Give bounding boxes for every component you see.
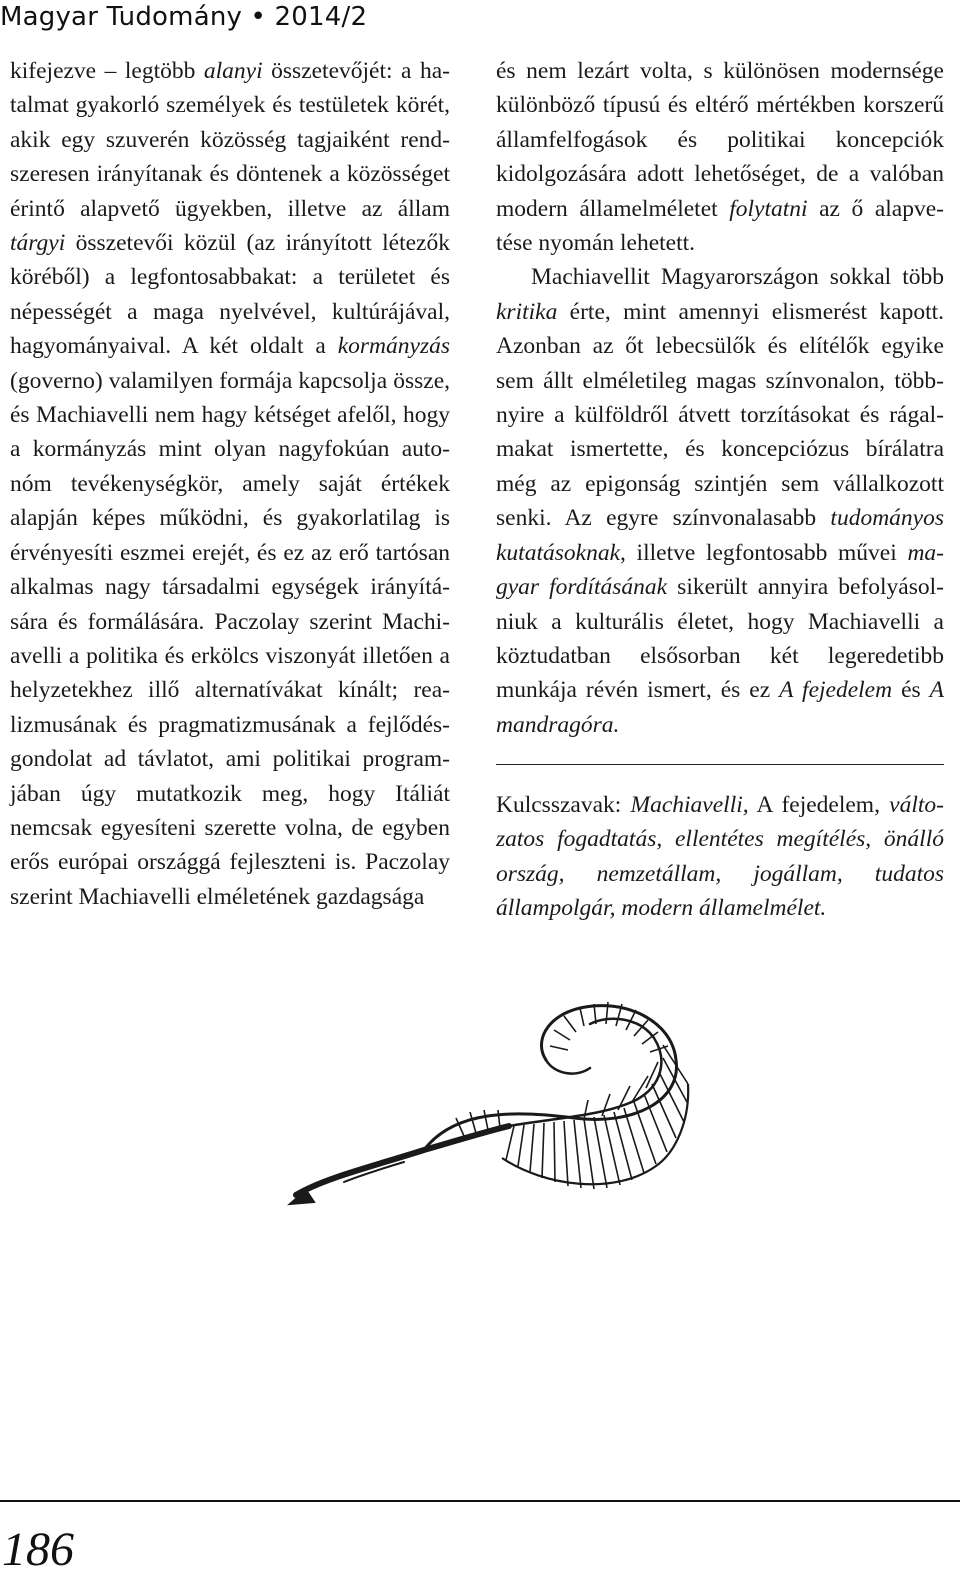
footer-divider	[0, 1500, 960, 1502]
text-run: Machiavellit Magyarországon sokkal több	[531, 264, 944, 291]
text-run: és	[892, 677, 930, 704]
keywords-block	[496, 788, 944, 926]
feather-quill-icon	[284, 990, 694, 1230]
text-run: kifejezve – legtöbb	[10, 58, 204, 84]
right-column	[496, 54, 944, 742]
left-column	[10, 54, 450, 914]
right-paragraph-1	[496, 54, 944, 260]
keyword-roman: A fejedelem	[748, 792, 875, 818]
italic-term: folytatni	[729, 195, 808, 222]
text-run: érte, mint amennyi elismerést kapott. Azonban az őt lebecsülők és elítélők egyike sem állt elméletileg magas színvonalon, többnyire a külföldről átvett torzításokat és rágalmakat ismertette, és koncepciózus bírálatra még az epigonság szintjén sem vállalkozott senki. Az egyre színvonalasabb	[496, 298, 944, 532]
keywords-divider	[496, 764, 944, 765]
right-paragraph-2	[496, 260, 944, 742]
italic-term: tárgyi	[10, 230, 66, 257]
text-run: és nem lezárt volta, s különösen modernsége különböző típusú és eltérő mértékben korszerű államfelfogások és politikai koncepciók kidolgozására adott lehetőséget, de a valóban modern államelméletet	[496, 58, 944, 222]
keywords-label: Kulcsszavak:	[496, 792, 631, 818]
text-run: összetevőjét: a hatalmat gyakorló személyek és testületek körét, akik egy szuverén közösség tagjaiként rendszeresen irányítanak és döntenek a közösséget érintő alapvető ügyekben, illetve az állam	[10, 58, 450, 222]
left-paragraph	[10, 54, 450, 914]
text-run: (governo) valamilyen formája kapcsolja össze, és Machiavelli nem hagy kétséget afelől, hogy a kormányzás mint olyan nagyfokúan autonóm tevékenységkör, amely saját értékek alapján képes működni, és gyakorlatilag is érvényesíti eszmei erejét, és ez az erő tartósan alkalmas nagy társadalmi egységek irányítására és formálására. Paczolay szerint Machiavelli a politika és erkölcs viszonyát illetően a helyzetekhez illő alternatívákat kínált; realizmusának és pragmatizmusának a fejlődésgondolat ad távlatot, ami politikai programjában úgy mutatkozik meg, hogy Itáliát nemcsak egyesíteni szerette volna, de egyben erős európai országgá fejleszteni is. Paczolay szerint Machiavelli elméletének gazdagsága	[10, 367, 450, 910]
text-run: összetevői közül (az irányított létezők köréből) a legfontosabbakat: a területet és népességét a maga nyelvével, kultúrájával, hagyományaival. A két oldalt a	[10, 230, 450, 360]
italic-term: tudományos kutatásoknak	[496, 505, 944, 566]
page-number: 186	[2, 1523, 74, 1576]
text-run: , illetve legfontosabb művei	[620, 539, 908, 566]
italic-term: kritika	[496, 298, 558, 325]
keyword-italic: Machiavelli,	[630, 792, 749, 818]
running-head: Magyar Tudomány • 2014/2	[0, 2, 368, 32]
keyword-italic: , változatos fogadtatás, ellentétes megítélés, önálló ország, nemzetállam, jogállam, tudatos állampolgár, modern államelmélet.	[496, 792, 944, 922]
italic-term: A mandragóra.	[496, 677, 944, 738]
italic-term: alanyi	[203, 58, 263, 84]
italic-term: A fejedelem	[779, 677, 893, 704]
text-run: az ő alapvetése nyomán lehetett.	[496, 195, 944, 257]
italic-term: kormányzás	[337, 333, 450, 360]
italic-term: magyar fordításának	[496, 539, 944, 601]
text-run: sikerült annyira befolyásolniuk a kulturális életet, hogy Machiavelli a köztudatban elsősorban két legeredetibb munkája révén ismert, és ez	[496, 574, 944, 704]
